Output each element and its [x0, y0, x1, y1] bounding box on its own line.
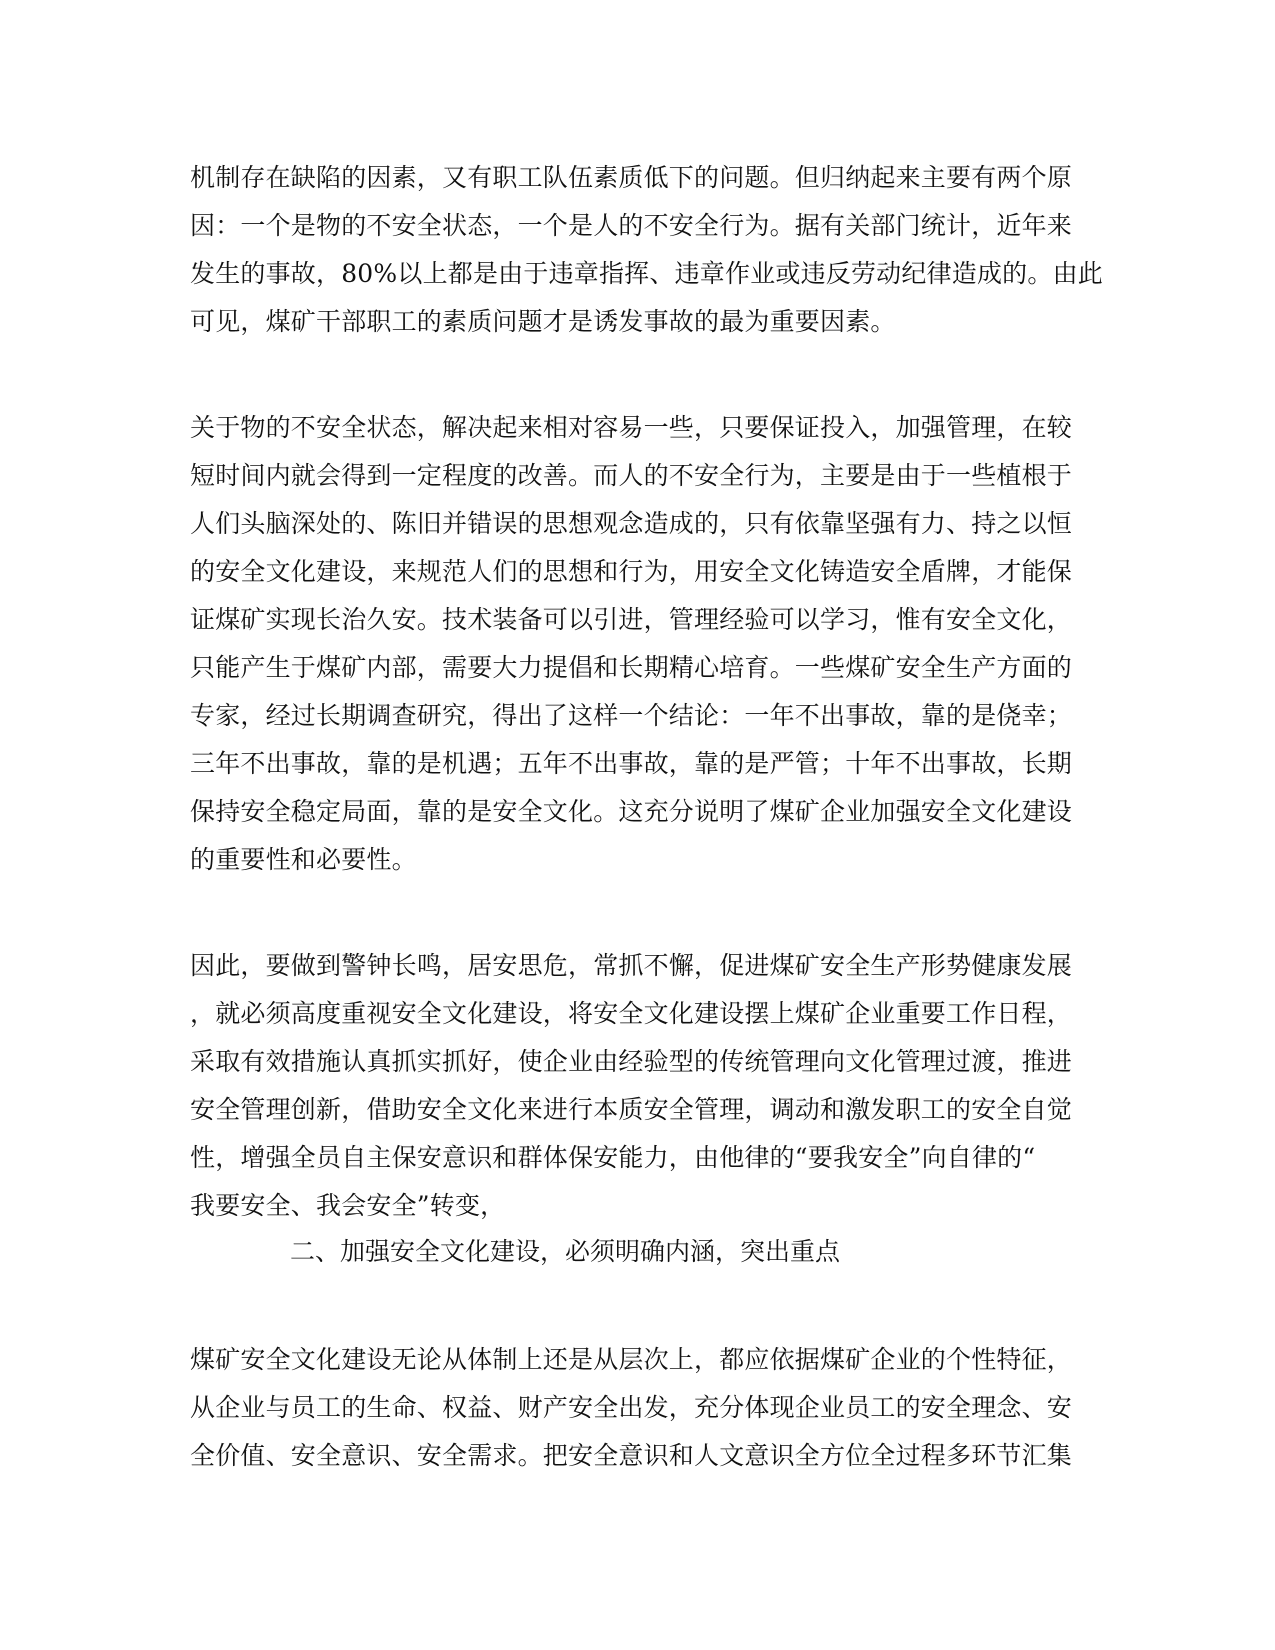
text-line: 因：一个是物的不安全状态，一个是人的不安全行为。据有关部门统计，近年来: [190, 211, 1073, 240]
text-line: 发生的事故，80%以上都是由于违章指挥、违章作业或违反劳动纪律造成的。由此: [190, 259, 1103, 288]
text-line: 只能产生于煤矿内部，需要大力提倡和长期精心培育。一些煤矿安全生产方面的: [190, 653, 1073, 682]
paragraph-4: [190, 1336, 1090, 1480]
text-line: 证煤矿实现长治久安。技术装备可以引进，管理经验可以学习，惟有安全文化，: [190, 605, 1073, 634]
text-line: 煤矿安全文化建设无论从体制上还是从层次上，都应依据煤矿企业的个性特征，: [190, 1345, 1073, 1374]
text-line: 专家，经过长期调查研究，得出了这样一个结论：一年不出事故，靠的是侥幸；: [190, 701, 1073, 730]
text-line: 的重要性和必要性。: [190, 845, 417, 874]
text-line: 全价值、安全意识、安全需求。把安全意识和人文意识全方位全过程多环节汇集: [190, 1441, 1073, 1470]
paragraph-1: [190, 154, 1103, 346]
text-line: 安全管理创新，借助安全文化来进行本质安全管理，调动和激发职工的安全自觉: [190, 1095, 1073, 1124]
text-line: 机制存在缺陷的因素，又有职工队伍素质低下的问题。但归纳起来主要有两个原: [190, 163, 1073, 192]
paragraph-2: [190, 404, 1090, 884]
text-line: 三年不出事故，靠的是机遇；五年不出事故，靠的是严管；十年不出事故，长期: [190, 749, 1073, 778]
text-line: 从企业与员工的生命、权益、财产安全出发，充分体现企业员工的安全理念、安: [190, 1393, 1073, 1422]
text-line: 采取有效措施认真抓实抓好，使企业由经验型的传统管理向文化管理过渡，推进: [190, 1047, 1073, 1076]
text-line: 关于物的不安全状态，解决起来相对容易一些，只要保证投入，加强管理，在较: [190, 413, 1073, 442]
text-line: 我要安全、我会安全”转变，: [190, 1191, 506, 1220]
text-line: 性，增强全员自主保安意识和群体保安能力，由他律的“要我安全”向自律的“: [190, 1143, 1036, 1172]
section-heading: 二、加强安全文化建设，必须明确内涵，突出重点: [290, 1237, 841, 1266]
text-line: ，就必须高度重视安全文化建设，将安全文化建设摆上煤矿企业重要工作日程，: [190, 999, 1073, 1028]
text-line: 短时间内就会得到一定程度的改善。而人的不安全行为，主要是由于一些植根于: [190, 461, 1073, 490]
paragraph-3: [190, 942, 1090, 1230]
text-line: 因此，要做到警钟长鸣，居安思危，常抓不懈，促进煤矿安全生产形势健康发展: [190, 951, 1073, 980]
text-line: 可见，煤矿干部职工的素质问题才是诱发事故的最为重要因素。: [190, 307, 896, 336]
text-line: 人们头脑深处的、陈旧并错误的思想观念造成的，只有依靠坚强有力、持之以恒: [190, 509, 1073, 538]
text-line: 保持安全稳定局面，靠的是安全文化。这充分说明了煤矿企业加强安全文化建设: [190, 797, 1073, 826]
text-line: 的安全文化建设，来规范人们的思想和行为，用安全文化铸造安全盾牌，才能保: [190, 557, 1073, 586]
